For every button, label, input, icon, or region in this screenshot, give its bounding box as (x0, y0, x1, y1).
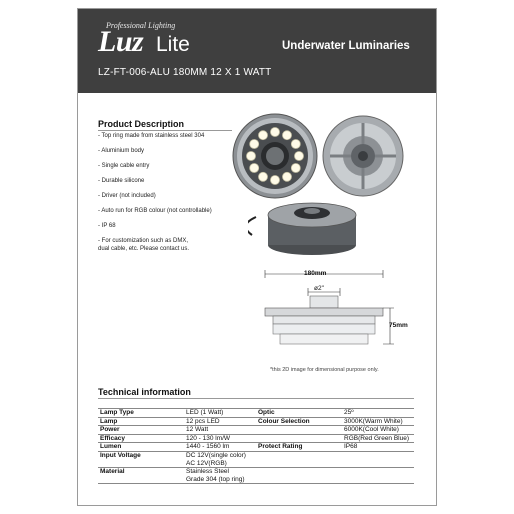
spec-value-line: AC 12V(RGB) (186, 459, 227, 467)
table-row (98, 417, 414, 426)
spec-sheet (77, 8, 437, 506)
table-row (98, 426, 414, 435)
spec-key (256, 468, 342, 484)
spec-value-line: DC 12V(single color) (186, 451, 246, 459)
spec-value: 120 - 130 lm/W (184, 434, 256, 443)
product-photo-front (230, 111, 320, 201)
spec-value (184, 451, 256, 467)
spec-value: RGB(Red Green Blue) (342, 434, 414, 443)
spec-key: Protect Rating (256, 443, 342, 452)
spec-value: 12 Watt (184, 426, 256, 435)
description-item: - Single cable entry (98, 163, 150, 169)
spec-key (256, 434, 342, 443)
brand-logo-luz: Luz (98, 25, 144, 58)
dimension-height-label: 75mm (389, 322, 408, 329)
spec-value: 12 pcs LED (184, 417, 256, 426)
spec-key: Colour Selection (256, 417, 342, 426)
spec-value: LED (1 Watt) (184, 409, 256, 418)
description-item: - For customization such as DMX, dual cable, etc. Please contact us. (98, 238, 190, 252)
spec-value: 1440 - 1560 lm (184, 443, 256, 452)
description-item: - Top ring made from stainless steel 304 (98, 133, 205, 139)
description-divider (98, 130, 232, 131)
header-banner (78, 9, 436, 93)
spec-key: Material (98, 468, 184, 484)
table-row (98, 468, 414, 484)
dimension-diameter-label: ø2" (314, 285, 324, 292)
table-row (98, 451, 414, 467)
spec-key: Lamp (98, 417, 184, 426)
dimension-width-label: 180mm (304, 270, 327, 277)
table-row (98, 434, 414, 443)
description-item: - Driver (not included) (98, 193, 156, 199)
brand-logo-lite: Lite (156, 33, 190, 56)
description-title: Product Description (98, 119, 185, 129)
description-item: - Durable silicone (98, 178, 145, 184)
spec-key: Input Voltage (98, 451, 184, 467)
spec-key: Lamp Type (98, 409, 184, 418)
product-category: Underwater Luminaries (282, 40, 410, 52)
brand-tagline: Professional Lighting (106, 21, 176, 30)
spec-value: 3000K(Warm White) (342, 417, 414, 426)
spec-value (184, 468, 256, 484)
description-list (98, 133, 248, 261)
spec-value (342, 468, 414, 484)
table-row (98, 409, 414, 418)
table-row (98, 443, 414, 452)
product-model: LZ-FT-006-ALU 180MM 12 X 1 WATT (98, 67, 272, 78)
description-item: - Aluminium body (98, 148, 145, 154)
spec-value: IP68 (342, 443, 414, 452)
spec-value: 6000K(Cool White) (342, 426, 414, 435)
technical-divider (98, 398, 414, 399)
spec-key: Efficacy (98, 434, 184, 443)
spec-key: Lumen (98, 443, 184, 452)
product-photo-side (248, 195, 368, 261)
product-photo-back (320, 113, 406, 199)
spec-key (256, 426, 342, 435)
spec-key: Power (98, 426, 184, 435)
spec-value (342, 451, 414, 467)
spec-value-line: Grade 304 (top ring) (186, 475, 245, 483)
technical-title: Technical information (98, 387, 191, 397)
description-item: - Auto run for RGB colour (not controllable) (98, 208, 212, 214)
technical-table (98, 408, 414, 484)
dimension-drawing (258, 264, 408, 364)
drawing-note: *this 2D image for dimensional purpose only. (270, 367, 379, 373)
spec-key: Optic (256, 409, 342, 418)
description-item: - IP 68 (98, 223, 116, 229)
spec-key (256, 451, 342, 467)
spec-value-line: Stainless Steel (186, 468, 229, 476)
spec-value: 25º (342, 409, 414, 418)
